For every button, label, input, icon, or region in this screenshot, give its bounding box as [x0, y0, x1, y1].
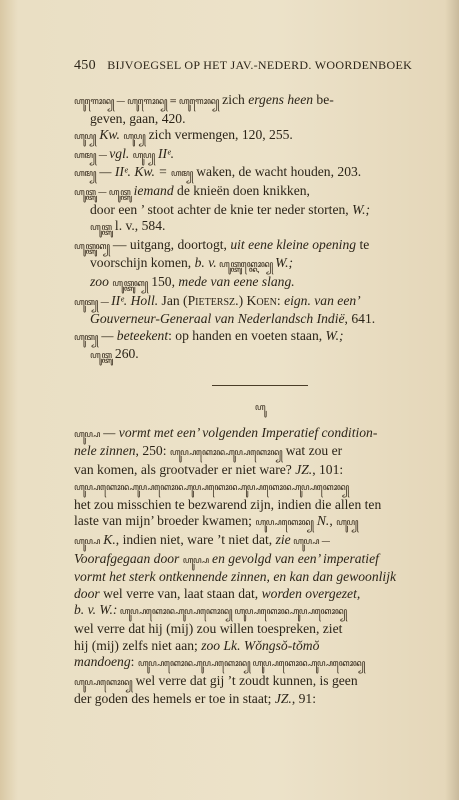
entry-italic: zoo Lk. Wŏngsŏ-tŏmŏ: [201, 637, 320, 653]
small-caps-name: Pietersz.: [187, 292, 239, 308]
entry-continuation: [74, 274, 295, 289]
entry-text: l. v., 584.: [111, 218, 166, 234]
entry-text: , 250:: [135, 443, 170, 459]
javanese-word: ꦲꦸꦥ꧀ꦥꦏꦺꦴꦤ꧀: [255, 518, 314, 529]
entry-text: zich: [218, 92, 249, 107]
page-number: 450: [74, 58, 96, 73]
entry-text: 260.: [111, 346, 139, 362]
entry-text: wat zou er: [282, 443, 343, 459]
entry-text: door een ’ stoot achter de knie ter neder storten,: [90, 201, 353, 217]
entry-text: ,: [329, 513, 337, 529]
entry-italic: Voorafgegaan door: [74, 550, 183, 566]
javanese-headword: ꦲꦸꦒꦺꦴꦤ꧀ — ꦲꦸꦒꦺꦴꦤ꧀ = ꦲꦸꦒꦺꦴꦤ꧀: [74, 97, 219, 107]
javanese-headword: ꦲꦩ꧀ —: [74, 150, 110, 161]
dictionary-entry: [74, 127, 446, 146]
entry-text: ): [238, 292, 247, 308]
entry-italic: JZ.: [274, 691, 292, 707]
text-line: [74, 478, 446, 497]
entry-italic: en gevolgd van een’ imperatief: [208, 550, 379, 566]
entry-text: wel verre dat hij (mij) zou willen toespreken, ziet: [74, 621, 343, 637]
text-line: [74, 586, 446, 603]
entry-text: te: [356, 236, 370, 252]
running-header: [74, 58, 444, 74]
text-line: [74, 654, 446, 673]
entry-italic: zoo: [90, 273, 113, 289]
entry-text: de knieën doen knikken,: [173, 182, 310, 198]
javanese-word: ꦲꦸꦥ꧀ꦥꦏꦺꦴꦤ꧀: [74, 677, 133, 688]
entry-italic: worden overgezet,: [261, 585, 361, 601]
entry-text: , 101:: [312, 461, 344, 477]
entry-italic: Gouverneur-Generaal van Nederlandsch Indië: [90, 311, 345, 327]
dictionary-entry: [74, 293, 446, 328]
entry-italic: mede van eene slang.: [178, 273, 295, 289]
text-line: [74, 532, 446, 551]
text-line: [74, 443, 446, 462]
running-title: BIJVOEGSEL OP HET JAV.-NEDERD. WOORDENBOEK: [107, 58, 413, 72]
entry-text: het zou misschien te bezwarend zijn, indien die allen ten: [74, 496, 382, 512]
section-divider: [212, 385, 308, 386]
entry-text: :: [276, 292, 285, 308]
entry-text: , 91:: [291, 691, 316, 707]
entry-italic: — IIᵉ. Kw. =: [96, 164, 171, 180]
small-caps-name: Koen: [246, 292, 277, 308]
entry-text: van komen, als grootvader er niet ware?: [74, 461, 296, 477]
dictionary-entry: [74, 183, 446, 237]
entry-italic: W.;: [352, 201, 371, 217]
dictionary-entry: [74, 164, 446, 183]
entry-italic: N.: [313, 513, 330, 529]
entry-text: , 641.: [344, 311, 376, 327]
text-line: [74, 513, 446, 532]
entry-text: wel verre dat gij ’t zoudt kunnen, is geen: [132, 672, 358, 688]
text-line: [74, 638, 446, 655]
entry-italic: — beteekent: [97, 327, 169, 343]
javanese-word: ꦲꦸꦥ꧀ꦥꦏꦺꦴꦤ꧀ꦲꦸꦥ꧀ꦥꦏꦺꦴꦤ꧀ꦲꦸꦥ꧀ꦥꦏꦺꦴꦤ꧀ꦲꦸꦥ꧀ꦥꦏꦺꦴꦤ꧀ꦲꦸꦥ꧀ꦥꦏꦺꦴꦤ꧀: [74, 483, 349, 494]
javanese-word: ꦲꦸꦥ꧀ꦥ: [74, 537, 100, 548]
entry-italic: uit eene kleine opening: [230, 236, 357, 252]
javanese-word: ꦲꦸꦥ꧀ꦥ: [182, 555, 209, 566]
entry-continuation: [74, 202, 370, 217]
entry-text: be-: [313, 92, 334, 107]
entry-text: hij (mij) zelfs niet aan;: [74, 637, 202, 653]
entry-italic: IIᵉ. Holl.: [111, 292, 159, 308]
javanese-word: ꦲꦸꦥ꧀: [336, 518, 359, 529]
page-body: [74, 92, 446, 708]
dictionary-entry: [74, 146, 446, 165]
javanese-word: ꦲꦸꦥ꧀ꦥ: [74, 429, 100, 440]
text-line: [74, 551, 446, 570]
entry-continuation: [74, 255, 293, 270]
entry-italic: Kw.: [95, 127, 124, 143]
dictionary-entry: [74, 328, 446, 365]
entry-italic: mandoeng: [74, 654, 131, 670]
text-line: [74, 569, 446, 586]
section-heading-mark: ꦲꦸ: [254, 402, 266, 413]
javanese-word: ꦲꦩ꧀: [170, 169, 193, 180]
javanese-word: ꦲꦸꦥ꧀: [132, 150, 155, 161]
javanese-word: ꦲꦸꦥ꧀ꦥ —: [290, 537, 330, 548]
entry-italic: IIᵉ.: [154, 145, 175, 161]
text-line: [74, 673, 446, 692]
javanese-headword: ꦲꦩ꧀: [74, 169, 97, 180]
javanese-headword: ꦲꦸꦠ꧀: [74, 332, 98, 343]
javanese-word: ꦲꦸꦠ꧀ꦠꦸꦏ꧀: [112, 278, 148, 289]
text-line: [74, 425, 446, 444]
entry-text: : op handen en voeten staan,: [168, 327, 326, 343]
entry-italic: — vormt met een’ volgenden Imperatief condition-: [99, 424, 378, 440]
javanese-word: ꦲꦸꦥ꧀ꦥꦏꦺꦴꦤ꧀ꦲꦸꦥ꧀ꦥꦏꦺꦴꦤ꧀ ꦲꦸꦥ꧀ꦥꦏꦺꦴꦤ꧀ꦲꦸꦥ꧀ꦥꦏꦺꦴꦤ꧀: [117, 607, 347, 618]
entry-text: 150,: [147, 273, 179, 289]
javanese-word: ꦲꦸꦠ꧀ꦠꦸꦏ꧀ꦏꦺꦴꦤ꧀: [216, 260, 276, 271]
entry-italic: W.;: [275, 255, 294, 271]
entry-italic: vgl.: [109, 145, 133, 161]
entry-italic: ergens heen: [248, 92, 314, 107]
entry-text: waken, de wacht houden, 203.: [192, 164, 362, 180]
entry-text: wel verre van, laat staan dat,: [99, 585, 262, 601]
entry-italic: b. v. W.:: [74, 602, 118, 618]
dictionary-entry: [74, 92, 446, 127]
entry-italic: eign. van een’: [284, 292, 361, 308]
javanese-headword: ꦲꦸꦠ꧀ꦠꦸ — ꦲꦸꦠ꧀ꦠꦸ: [74, 187, 131, 198]
entry-text: , indien niet, ware ’t niet dat,: [115, 532, 276, 548]
entry-italic: K.: [99, 532, 116, 548]
javanese-headword: ꦲꦸꦠ꧀ꦠꦸꦏ꧀: [74, 241, 110, 252]
entry-text: zich vermengen, 120, 255.: [145, 127, 293, 143]
javanese-headword: ꦲꦸꦠ꧀ —: [74, 297, 112, 308]
entry-text: :: [130, 654, 138, 670]
dictionary-entry: [74, 237, 446, 293]
entry-italic: JZ.: [295, 461, 313, 477]
entry-continuation: [74, 311, 375, 326]
page-edge-shadow: [445, 0, 459, 800]
entry-italic: nele zinnen: [74, 443, 136, 459]
javanese-word: ꦲꦸꦥ꧀: [123, 132, 146, 143]
javanese-word: ꦲꦸꦠ꧀ꦠꦸ: [90, 351, 112, 362]
entry-italic: zie: [275, 532, 291, 548]
text-line: [74, 602, 446, 621]
javanese-headword: ꦲꦸꦥ꧀: [74, 132, 96, 143]
text-line: [74, 497, 446, 514]
javanese-word: ꦲꦸꦥ꧀ꦥꦏꦺꦴꦤ꧀ꦲꦸꦥ꧀ꦥꦏꦺꦴꦤ꧀ ꦲꦸꦥ꧀ꦥꦏꦺꦴꦤ꧀ꦲꦸꦥ꧀ꦥꦏꦺꦴꦤ꧀: [137, 659, 365, 670]
entry-italic: iemand: [130, 182, 174, 198]
entry-italic: door: [74, 585, 100, 601]
entry-italic: W.;: [325, 327, 344, 343]
entry-text: Jan (: [158, 292, 188, 308]
text-line: [74, 462, 446, 479]
entry-text: — uitgang, doortogt,: [109, 236, 231, 252]
entry-text: der goden des hemels er toe in staat;: [74, 691, 275, 707]
entry-italic: b. v.: [194, 255, 217, 271]
entry-text: laste van mijn’ broeder kwamen;: [74, 513, 256, 529]
javanese-word: ꦲꦸꦠ꧀ꦠꦸ: [90, 223, 112, 234]
section-paragraph: [74, 425, 446, 709]
javanese-word: ꦲꦸꦥ꧀ꦥꦏꦺꦴꦤ꧀ꦲꦸꦥ꧀ꦥꦏꦺꦴꦤ꧀: [169, 448, 283, 459]
entry-continuation: geven, gaan, 420.: [90, 110, 186, 126]
entry-italic: vormt het sterk ontkennende zinnen, en kan dan gewoonlijk: [74, 569, 397, 585]
text-line: [74, 621, 446, 638]
text-line: [74, 691, 446, 708]
entry-text: voorschijn komen,: [90, 255, 195, 271]
